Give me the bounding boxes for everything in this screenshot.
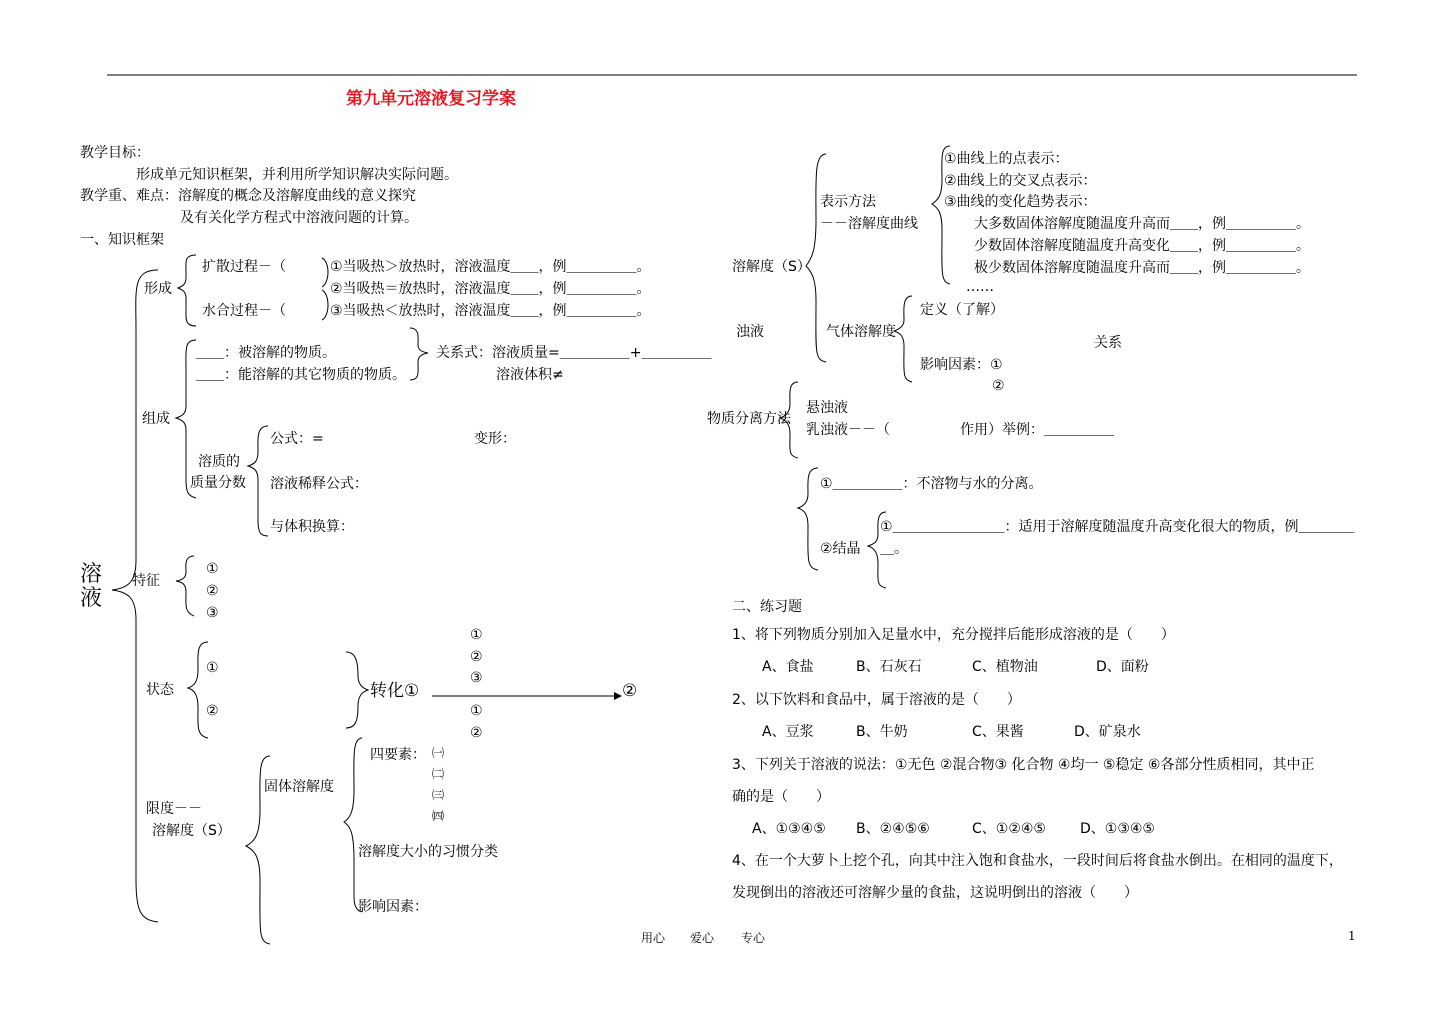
convert-top-2: ② [470,649,483,665]
convert-label: 转化① [370,681,420,701]
convert-brace [346,652,368,728]
crystallization-1: ①＿＿＿＿＿＿＿＿：适用于溶解度随温度升高变化很大的物质，例＿＿＿＿ [880,519,1355,535]
q1-option-c: C、植物油 [972,659,1038,675]
formation-case-1: ①当吸热＞放热时，溶液温度＿＿，例＿＿＿＿＿。 [330,259,651,275]
section2-heading: 二、练习题 [732,599,802,615]
features-brace [176,556,194,616]
question-1: 1、将下列物质分别加入足量水中，充分搅拌后能形成溶液的是（ ） [732,627,1175,643]
footer-word-1: 用心 [641,931,666,945]
solid-solubility: 固体溶解度 [264,779,334,795]
objectives-label: 教学目标： [80,145,150,161]
element-2: ㈡ [432,767,445,781]
solvent-definition: ＿＿：能溶解的其它物质的物质。 [196,367,406,383]
curve-trend: ③曲线的变化趋势表示： [944,194,1097,210]
convert-bottom-1: ① [470,703,483,719]
section1-heading: 一、知识框架 [80,232,164,248]
mass-fraction-label-1: 溶质的 [198,454,240,470]
method-label-1: 表示方法 [820,194,876,210]
question-4-line2: 发现倒出的溶液还可溶解少量的食盐，这说明倒出的溶液（ ） [732,885,1138,901]
hydration-process: 水合过程－（ [202,303,286,319]
gas-solubility: 气体溶解度 [826,324,896,340]
four-elements: 四要素： [370,747,426,763]
method-label-2: －－溶解度曲线 [820,216,918,232]
page-number: 1 [1348,929,1356,943]
q1-option-a: A、食盐 [762,659,814,675]
feature-item-2: ② [206,583,219,599]
influence-factors: 影响因素： [358,899,428,915]
method-brace [798,468,818,570]
suspension: 悬浊液 [806,400,848,416]
q3-option-c: C、①②④⑤ [972,821,1046,837]
gas-influence: 影响因素：① [920,357,1003,373]
key-points-line1: 教学重、难点：溶解度的概念及溶解度曲线的意义探究 [80,188,416,204]
emulsion: 乳浊液－－（ 作用）举例：＿＿＿＿＿ [806,422,1114,438]
element-1: ㈠ [432,746,445,760]
diffusion-process: 扩散过程－（ [202,259,286,275]
solid-brace [344,738,362,912]
question-3-line2: 确的是（ ） [732,789,830,805]
curve-cross: ②曲线上的交叉点表示： [944,173,1097,189]
q2-option-c: C、果酱 [972,724,1024,740]
footer-word-3: 专心 [741,931,766,945]
q1-option-d: D、面粉 [1096,659,1149,675]
convert-top-1: ① [470,627,483,643]
page-title: 第九单元溶液复习学案 [346,89,516,109]
formation-brace [178,255,196,326]
mass-fraction-variant: 变形： [474,431,516,447]
convert-top-3: ③ [470,670,483,686]
features-label: 特征 [132,573,160,589]
q3-option-a: A、①③④⑤ [752,821,826,837]
feature-item-1: ① [206,561,219,577]
massfraction-brace [248,426,268,536]
turbid-label: 浊液 [736,324,764,340]
convert-arrow-head [614,692,622,700]
gas-relation: 关系 [1094,335,1122,351]
state-item-2: ② [206,703,219,719]
trend-few: 少数固体溶解度随温度升高变化＿＿，例＿＿＿＿＿。 [974,238,1310,254]
solubility-label: 溶解度（S） [732,259,811,275]
mass-fraction-label-2: 质量分数 [190,475,246,491]
question-2: 2、以下饮料和食品中，属于溶液的是（ ） [732,692,1021,708]
objectives-text: 形成单元知识框架，并利用所学知识解决实际问题。 [136,167,458,183]
formation-label: 形成 [144,281,172,297]
question-3-line1: 3、下列关于溶液的说法：①无色 ②混合物③ 化合物 ④均一 ⑤稳定 ⑥各部分性质相同，其中正 [732,757,1315,773]
formation-case-2: ②当吸热＝放热时，溶液温度＿＿，例＿＿＿＿＿。 [330,281,651,297]
crystallization: ②结晶 [820,541,861,557]
limit-label-1: 限度－－ [146,801,202,817]
state-item-1: ① [206,660,219,676]
volume-conversion: 与体积换算： [270,519,354,535]
q3-option-b: B、②④⑤⑥ [856,821,930,837]
element-3: ㈢ [432,788,445,802]
curve-point: ①曲线上的点表示： [944,151,1069,167]
q2-option-d: D、矿泉水 [1074,724,1141,740]
mass-fraction-formula: 公式：= [270,431,324,447]
q3-option-d: D、①③④⑤ [1080,821,1155,837]
solubility-classification: 溶解度大小的习惯分类 [358,844,498,860]
convert-bottom-2: ② [470,725,483,741]
filtration: ①＿＿＿＿＿：不溶物与水的分离。 [820,476,1043,492]
dilution-formula: 溶液稀释公式： [270,476,368,492]
gas-influence-2: ② [992,378,1005,394]
state-label: 状态 [146,682,174,698]
root-char-2: 液 [80,586,103,611]
trend-most: 大多数固体溶解度随温度升高而＿＿，例＿＿＿＿＿。 [974,216,1310,232]
gas-brace [894,296,912,382]
q2-option-a: A、豆浆 [762,724,814,740]
element-4: ㈣ [432,809,445,823]
q1-option-b: B、石灰石 [856,659,922,675]
relation-formula: 关系式：溶液质量=＿＿＿＿＿+＿＿＿＿＿ [436,345,712,361]
trend-more: …… [966,279,994,295]
trend-rare: 极少数固体溶解度随温度升高而＿＿，例＿＿＿＿＿。 [974,260,1310,276]
key-points-line2: 及有关化学方程式中溶液问题的计算。 [180,210,418,226]
gas-definition: 定义（了解） [920,302,1004,318]
solute-definition: ＿＿：被溶解的物质。 [196,345,336,361]
crystallization-2: ＿。 [880,541,908,557]
composition-label: 组成 [142,411,170,427]
footer-word-2: 爱心 [690,931,715,945]
relation-brace [410,328,428,380]
root-char-1: 溶 [80,562,103,587]
q2-option-b: B、牛奶 [856,724,908,740]
state-brace [188,642,208,738]
feature-item-3: ③ [206,605,219,621]
separation-label: 物质分离方法 [707,411,791,427]
question-4-line1: 4、在一个大萝卜上挖个孔，向其中注入饱和食盐水，一段时间后将食盐水倒出。在相同的温度下， [732,853,1343,869]
limit-label-2: 溶解度（S） [152,823,231,839]
volume-relation: 溶液体积≠ [496,367,564,383]
formation-case-3: ③当吸热＜放热时，溶液温度＿＿，例＿＿＿＿＿。 [330,303,651,319]
convert-target: ② [622,681,638,701]
